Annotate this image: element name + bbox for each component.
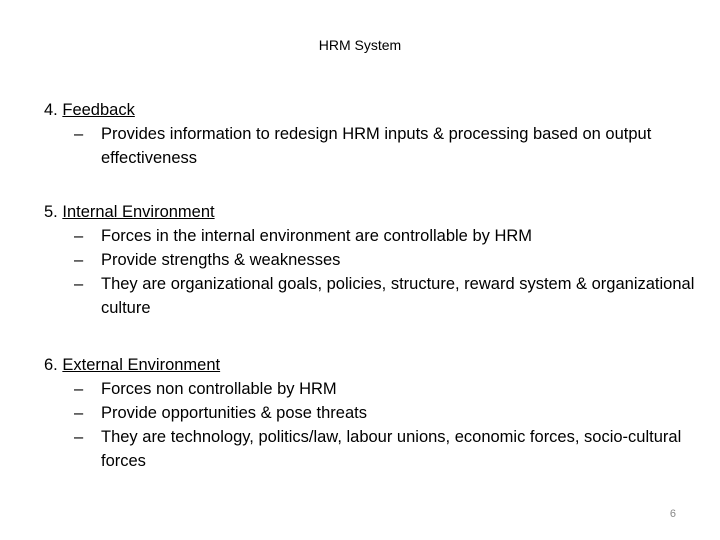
dash-bullet-icon: – (74, 428, 84, 446)
bullet-text: Provide strengths & weaknesses (101, 251, 341, 269)
section-heading-text: Feedback (62, 101, 135, 119)
dash-bullet-icon: – (74, 125, 84, 143)
bullet-list (44, 122, 704, 170)
bullet-text: They are organizational goals, policies, structure, reward system & organizational culture (101, 275, 695, 317)
dash-bullet-icon: – (74, 275, 84, 293)
section-heading (44, 200, 704, 224)
bullet-text: Provide opportunities & pose threats (101, 404, 367, 422)
dash-bullet-icon: – (74, 251, 84, 269)
section-heading (44, 353, 704, 377)
bullet-text: Forces non controllable by HRM (101, 380, 337, 398)
section-number: 6. (44, 356, 58, 374)
section-feedback (44, 98, 704, 170)
section-external-environment (44, 353, 704, 473)
list-item (44, 425, 704, 473)
list-item (44, 401, 704, 425)
section-internal-environment (44, 200, 704, 320)
section-number: 5. (44, 203, 58, 221)
section-heading-text: External Environment (62, 356, 221, 374)
bullet-list (44, 224, 704, 320)
dash-bullet-icon: – (74, 404, 84, 422)
slide-title: HRM System (318, 37, 402, 53)
list-item (44, 377, 704, 401)
bullet-text: They are technology, politics/law, labour unions, economic forces, socio-cultural forces (101, 428, 682, 470)
section-heading-text: Internal Environment (62, 203, 215, 221)
bullet-list (44, 377, 704, 473)
list-item (44, 272, 704, 320)
dash-bullet-icon: – (74, 227, 84, 245)
page-number: 6 (669, 508, 676, 520)
section-number: 4. (44, 101, 58, 119)
dash-bullet-icon: – (74, 380, 84, 398)
list-item (44, 224, 704, 248)
section-heading (44, 98, 704, 122)
bullet-text: Forces in the internal environment are controllable by HRM (101, 227, 533, 245)
bullet-text: Provides information to redesign HRM inputs & processing based on output effectiveness (101, 125, 652, 167)
list-item (44, 248, 704, 272)
list-item (44, 122, 704, 170)
